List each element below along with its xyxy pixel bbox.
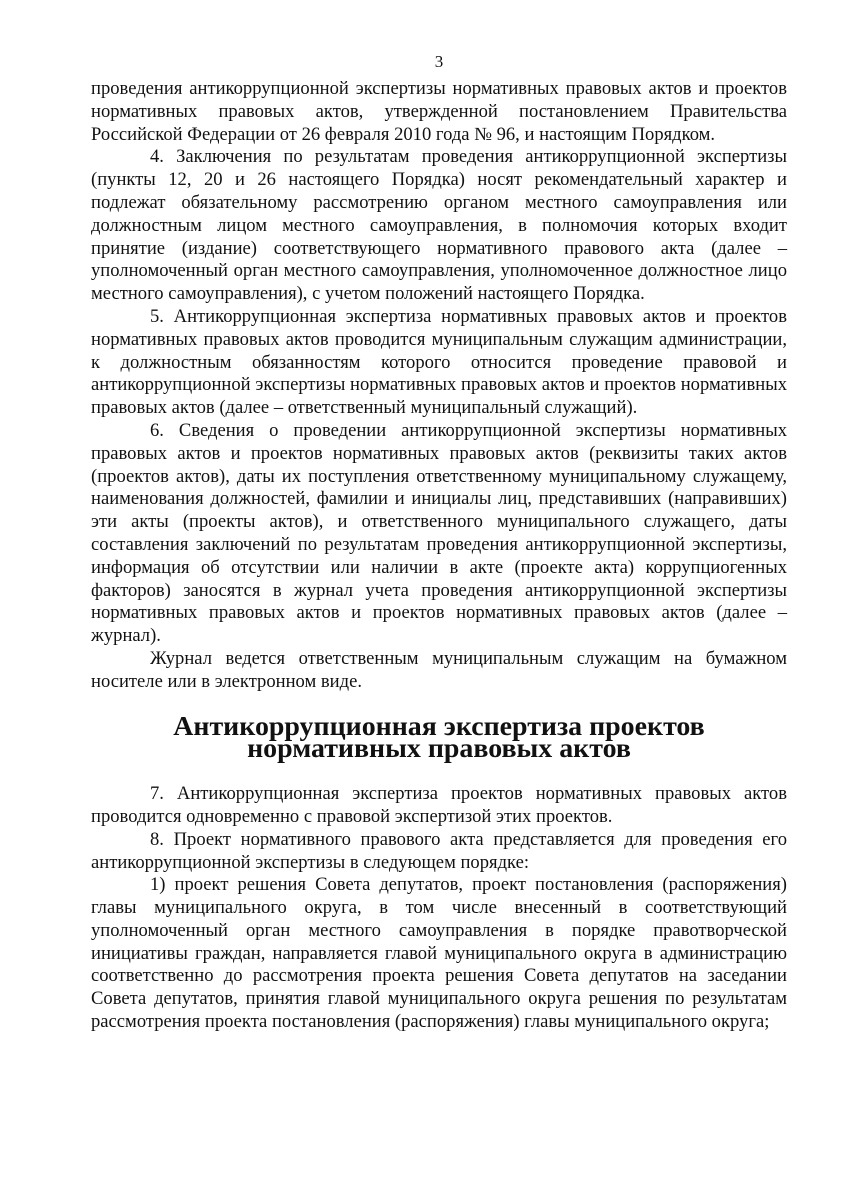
paragraph-item-6: 6. Сведения о проведении антикоррупционной экспертизы нормативных правовых актов и проектов нормативных правовых актов (реквизиты таких актов (проектов актов), даты их поступления ответственному муниципальному служащему, наименования должностей, фамилии и инициалы лиц, представивших (направивших) эти акты (проекты актов), и ответственного муниципального служащего, даты составления заключений по результатам проведения антикоррупционной экспертизы, информация об отсутствии или наличии в акте (проекте акта) коррупциогенных факторов) заносятся в журнал учета проведения антикоррупционной экспертизы нормативных правовых актов и проектов нормативных правовых актов (далее – журнал). [91,419,787,647]
paragraph-item-8: 8. Проект нормативного правового акта представляется для проведения его антикоррупционной экспертизы в следующем порядке: [91,828,787,873]
section-heading: Антикоррупционная экспертиза проектов нормативных правовых актов [173,710,705,765]
paragraph-item-5: 5. Антикоррупционная экспертиза нормативных правовых актов и проектов нормативных правовых актов проводится муниципальным служащим администрации, к должностным обязанностям которого относится проведение правовой и антикоррупционной экспертизы нормативных правовых актов и проектов нормативных правовых актов (далее – ответственный муниципальный служащий). [91,305,787,419]
paragraph-subitem-1: 1) проект решения Совета депутатов, проект постановления (распоряжения) главы муниципального округа, в том числе внесенный в соответствующий уполномоченный орган местного самоуправления в порядке правотворческой инициативы граждан, направляется главой муниципального округа в администрацию соответственно до рассмотрения проекта решения Совета депутатов на заседании Совета депутатов, принятия главой муниципального округа решения по результатам рассмотрения проекта постановления (распоряжения) главы муниципального округа; [91,874,787,1033]
page-number: 3 [434,52,444,71]
paragraph-journal-note: Журнал ведется ответственным муниципальным служащим на бумажном носителе или в электронном виде. [91,647,787,692]
paragraph-item-7: 7. Антикоррупционная экспертиза проектов нормативных правовых актов проводится одновременно с правовой экспертизой этих проектов. [91,783,787,827]
document-body [91,78,787,1034]
paragraph-continuation: проведения антикоррупционной экспертизы нормативных правовых актов и проектов нормативных правовых актов, утвержденной постановлением Правительства Российской Федерации от 26 февраля 2010 года № 96, и настоящим Порядком. [91,78,787,145]
paragraph-item-4: 4. Заключения по результатам проведения антикоррупционной экспертизы (пункты 12, 20 и 26 настоящего Порядка) носят рекомендательный характер и подлежат обязательному рассмотрению органом местного самоуправления или должностным лицом местного самоуправления, в полномочия которых входит принятие (издание) соответствующего нормативного правового акта (далее – уполномоченный орган местного самоуправления, уполномоченное должностное лицо местного самоуправления), с учетом положений настоящего Порядка. [91,146,787,305]
